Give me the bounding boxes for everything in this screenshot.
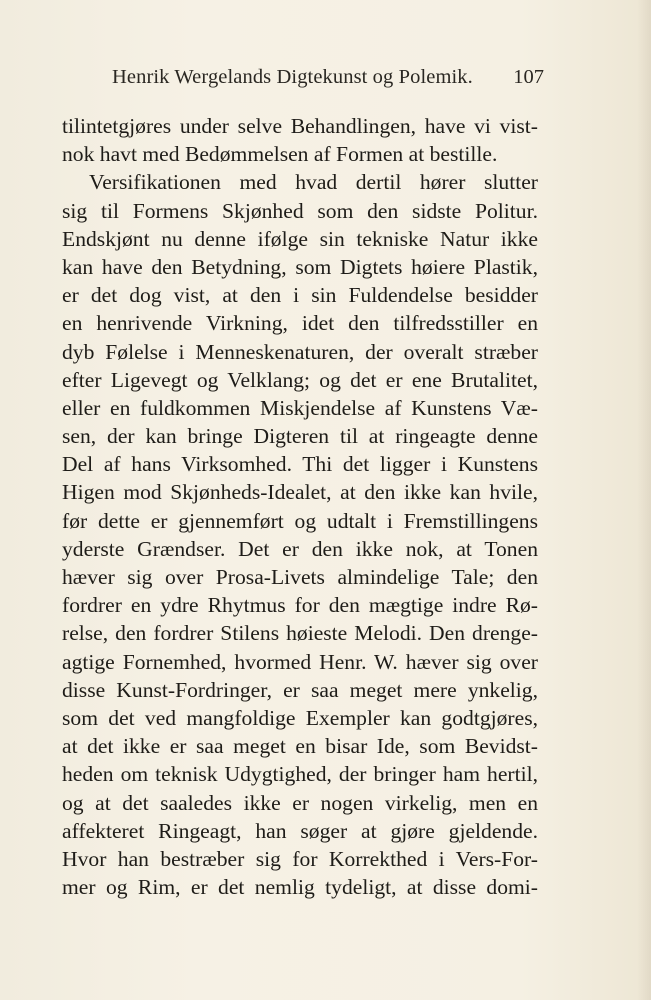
text-line: Endskjønt nu denne ifølge sin tekniske Natur ikke [62,226,538,251]
text-line: sig til Formens Skjønhed som den sidste Politur. [62,198,538,223]
page-gutter-shadow [637,0,651,1000]
text-line: mer og Rim, er det nemlig tydeligt, at disse domi- [62,875,538,900]
text-line: efter Ligevegt og Velklang; og det er ene Brutalitet, [62,367,538,392]
text-line: heden om teknisk Udygtighed, der bringer ham hertil, [62,762,538,787]
paragraph-first-line: Versifikationen med hvad dertil hører slutter [89,170,538,195]
page-number: 107 [513,66,544,88]
text-line: yderste Grændser. Det er den ikke nok, at Tonen [62,536,538,561]
running-title: Henrik Wergelands Digtekunst og Polemik. [112,66,473,88]
text-line: nok havt med Bedømmelsen af Formen at bestille. [62,142,498,167]
text-line: tilintetgjøres under selve Behandlingen, have vi vist- [62,114,538,138]
text-line: fordrer en ydre Rhytmus for den mægtige indre Rø- [62,593,538,618]
page-header [112,66,544,96]
text-line: sen, der kan bringe Digteren til at ringeagte denne [62,424,538,449]
text-line: før dette er gjennemført og udtalt i Fremstillingens [62,508,538,533]
text-line: er det dog vist, at den i sin Fuldendelse besidder [62,283,538,308]
text-line: Higen mod Skjønheds-Idealet, at den ikke kan hvile, [62,480,538,505]
body-text [62,112,538,901]
text-line: og at det saaledes ikke er nogen virkelig, men en [62,790,538,815]
text-line: kan have den Betydning, som Digtets høiere Plastik, [62,254,538,279]
text-line: Del af hans Virksomhed. Thi det ligger i Kunstens [62,452,538,477]
text-line: dyb Følelse i Menneskenaturen, der overalt stræber [62,339,538,364]
text-line: disse Kunst-Fordringer, er saa meget mere ynkelig, [62,677,538,702]
text-line: hæver sig over Prosa-Livets almindelige Tale; den [62,565,538,589]
text-line: relse, den fordrer Stilens høieste Melodi. Den drenge- [62,621,538,646]
text-line: agtige Fornemhed, hvormed Henr. W. hæver sig over [62,649,538,674]
text-line: eller en fuldkommen Miskjendelse af Kunstens Væ- [62,395,538,420]
text-line: en henrivende Virkning, idet den tilfredsstiller en [62,311,538,336]
text-line: som det ved mangfoldige Exempler kan godtgjøres, [62,705,538,730]
text-line: Hvor han bestræber sig for Korrekthed i Vers-For- [62,846,538,871]
text-line: at det ikke er saa meget en bisar Ide, som Bevidst- [62,734,538,759]
text-line: affekteret Ringeagt, han søger at gjøre gjeldende. [62,818,538,843]
